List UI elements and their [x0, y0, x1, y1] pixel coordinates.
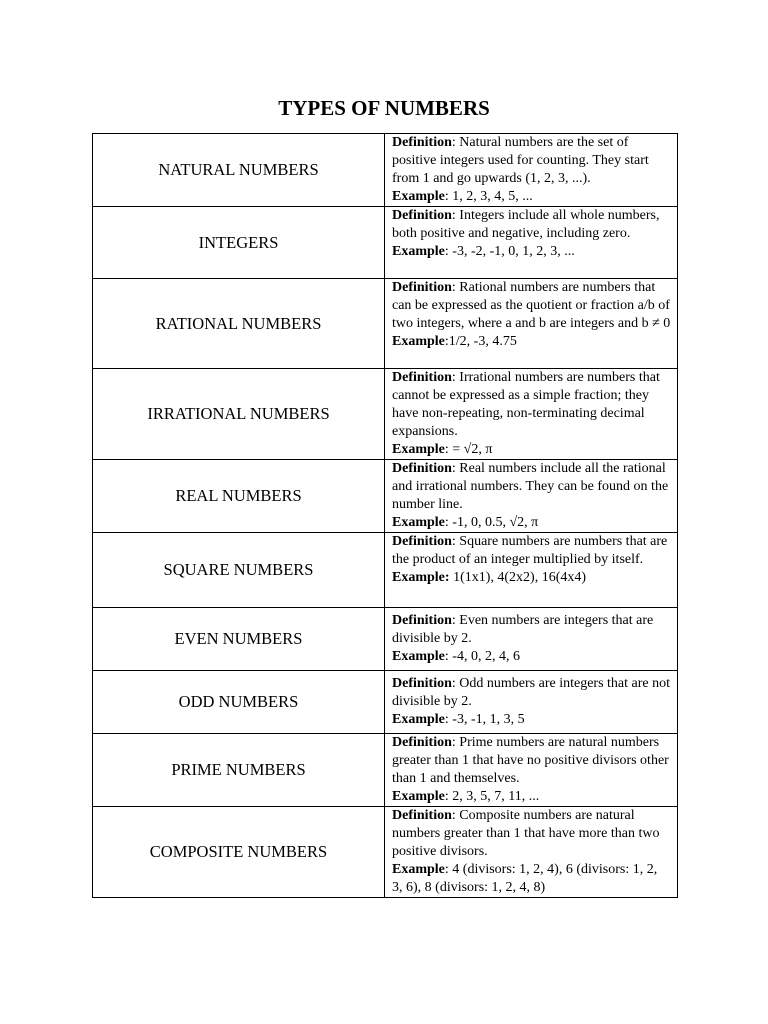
definition-text: : Real numbers include all the rational and irrational numbers. They can be found on the number line. — [392, 461, 669, 512]
definition-label: Definition — [392, 208, 452, 223]
description-cell — [385, 734, 678, 807]
example-label: Example — [392, 334, 445, 349]
example-text: : -4, 0, 2, 4, 6 — [444, 649, 520, 664]
table-row — [93, 279, 678, 369]
description-cell — [385, 207, 678, 279]
definition-text: : Composite numbers are natural numbers greater than 1 that have more than two positive divisors. — [392, 808, 660, 859]
term-cell: SQUARE NUMBERS — [93, 533, 385, 608]
definition-label: Definition — [392, 613, 452, 628]
definition-text: : Odd numbers are integers that are not divisible by 2. — [392, 676, 670, 709]
table-row — [93, 369, 678, 460]
example-text: : 1, 2, 3, 4, 5, ... — [444, 189, 533, 204]
example-label: Example — [392, 862, 445, 877]
example-line — [392, 514, 671, 532]
table-row — [93, 460, 678, 533]
page-title: TYPES OF NUMBERS — [278, 96, 490, 120]
table-row — [93, 207, 678, 279]
term-cell: EVEN NUMBERS — [93, 608, 385, 671]
description-cell — [385, 460, 678, 533]
definition-text: : Rational numbers are numbers that can be expressed as the quotient or fraction a/b of two integers, where a and b are integers and b ≠ 0 — [392, 280, 671, 331]
description-cell — [385, 671, 678, 734]
example-line — [392, 243, 671, 261]
example-label: Example: — [392, 570, 450, 585]
table-row — [93, 533, 678, 608]
example-line — [392, 711, 671, 729]
example-text: : = √2, π — [444, 442, 493, 457]
example-label: Example — [392, 189, 445, 204]
example-text: : -3, -2, -1, 0, 1, 2, 3, ... — [444, 244, 575, 259]
definition-label: Definition — [392, 808, 452, 823]
description-cell — [385, 134, 678, 207]
term-cell: NATURAL NUMBERS — [93, 134, 385, 207]
table-row — [93, 134, 678, 207]
term-cell: REAL NUMBERS — [93, 460, 385, 533]
example-label: Example — [392, 712, 445, 727]
definition-label: Definition — [392, 534, 452, 549]
table-row — [93, 671, 678, 734]
definition-text: : Natural numbers are the set of positive integers used for counting. They start from 1 and go upwards (1, 2, 3, ...). — [392, 135, 649, 186]
example-text: 1(1x1), 4(2x2), 16(4x4) — [449, 570, 587, 585]
definition-text: : Even numbers are integers that are divisible by 2. — [392, 613, 654, 646]
example-label: Example — [392, 515, 445, 530]
example-text: :1/2, -3, 4.75 — [444, 334, 517, 349]
term-cell: IRRATIONAL NUMBERS — [93, 369, 385, 460]
example-label: Example — [392, 244, 445, 259]
example-line — [392, 861, 671, 897]
description-cell — [385, 608, 678, 671]
definition-label: Definition — [392, 461, 452, 476]
table-row — [93, 608, 678, 671]
term-cell: PRIME NUMBERS — [93, 734, 385, 807]
example-text: : -1, 0, 0.5, √2, π — [444, 515, 539, 530]
definition-label: Definition — [392, 280, 452, 295]
term-cell: ODD NUMBERS — [93, 671, 385, 734]
example-line — [392, 188, 671, 206]
example-line — [392, 648, 671, 666]
example-text: : 2, 3, 5, 7, 11, ... — [444, 789, 540, 804]
definition-text: : Integers include all whole numbers, both positive and negative, including zero. — [392, 208, 660, 241]
table-row — [93, 734, 678, 807]
term-cell: COMPOSITE NUMBERS — [93, 807, 385, 898]
example-line — [392, 569, 671, 587]
definition-label: Definition — [392, 370, 452, 385]
example-line — [392, 788, 671, 806]
description-cell — [385, 369, 678, 460]
example-line — [392, 441, 671, 459]
example-text: : 4 (divisors: 1, 2, 4), 6 (divisors: 1, 2, 3, 6), 8 (divisors: 1, 2, 4, 8) — [392, 862, 658, 895]
example-label: Example — [392, 442, 445, 457]
definition-text: : Square numbers are numbers that are the product of an integer multiplied by itself. — [392, 534, 668, 567]
definition-text: : Prime numbers are natural numbers greater than 1 that have no positive divisors other than 1 and themselves. — [392, 735, 669, 786]
example-text: : -3, -1, 1, 3, 5 — [444, 712, 525, 727]
definition-label: Definition — [392, 135, 452, 150]
example-label: Example — [392, 789, 445, 804]
term-cell: INTEGERS — [93, 207, 385, 279]
table-row — [93, 807, 678, 898]
description-cell — [385, 807, 678, 898]
definition-text: : Irrational numbers are numbers that cannot be expressed as a simple fraction; they have non-repeating, non-terminating decimal expansions. — [392, 370, 660, 439]
example-line — [392, 333, 671, 351]
number-types-table — [92, 133, 678, 898]
example-label: Example — [392, 649, 445, 664]
term-cell: RATIONAL NUMBERS — [93, 279, 385, 369]
definition-label: Definition — [392, 676, 452, 691]
description-cell — [385, 533, 678, 608]
description-cell — [385, 279, 678, 369]
definition-label: Definition — [392, 735, 452, 750]
